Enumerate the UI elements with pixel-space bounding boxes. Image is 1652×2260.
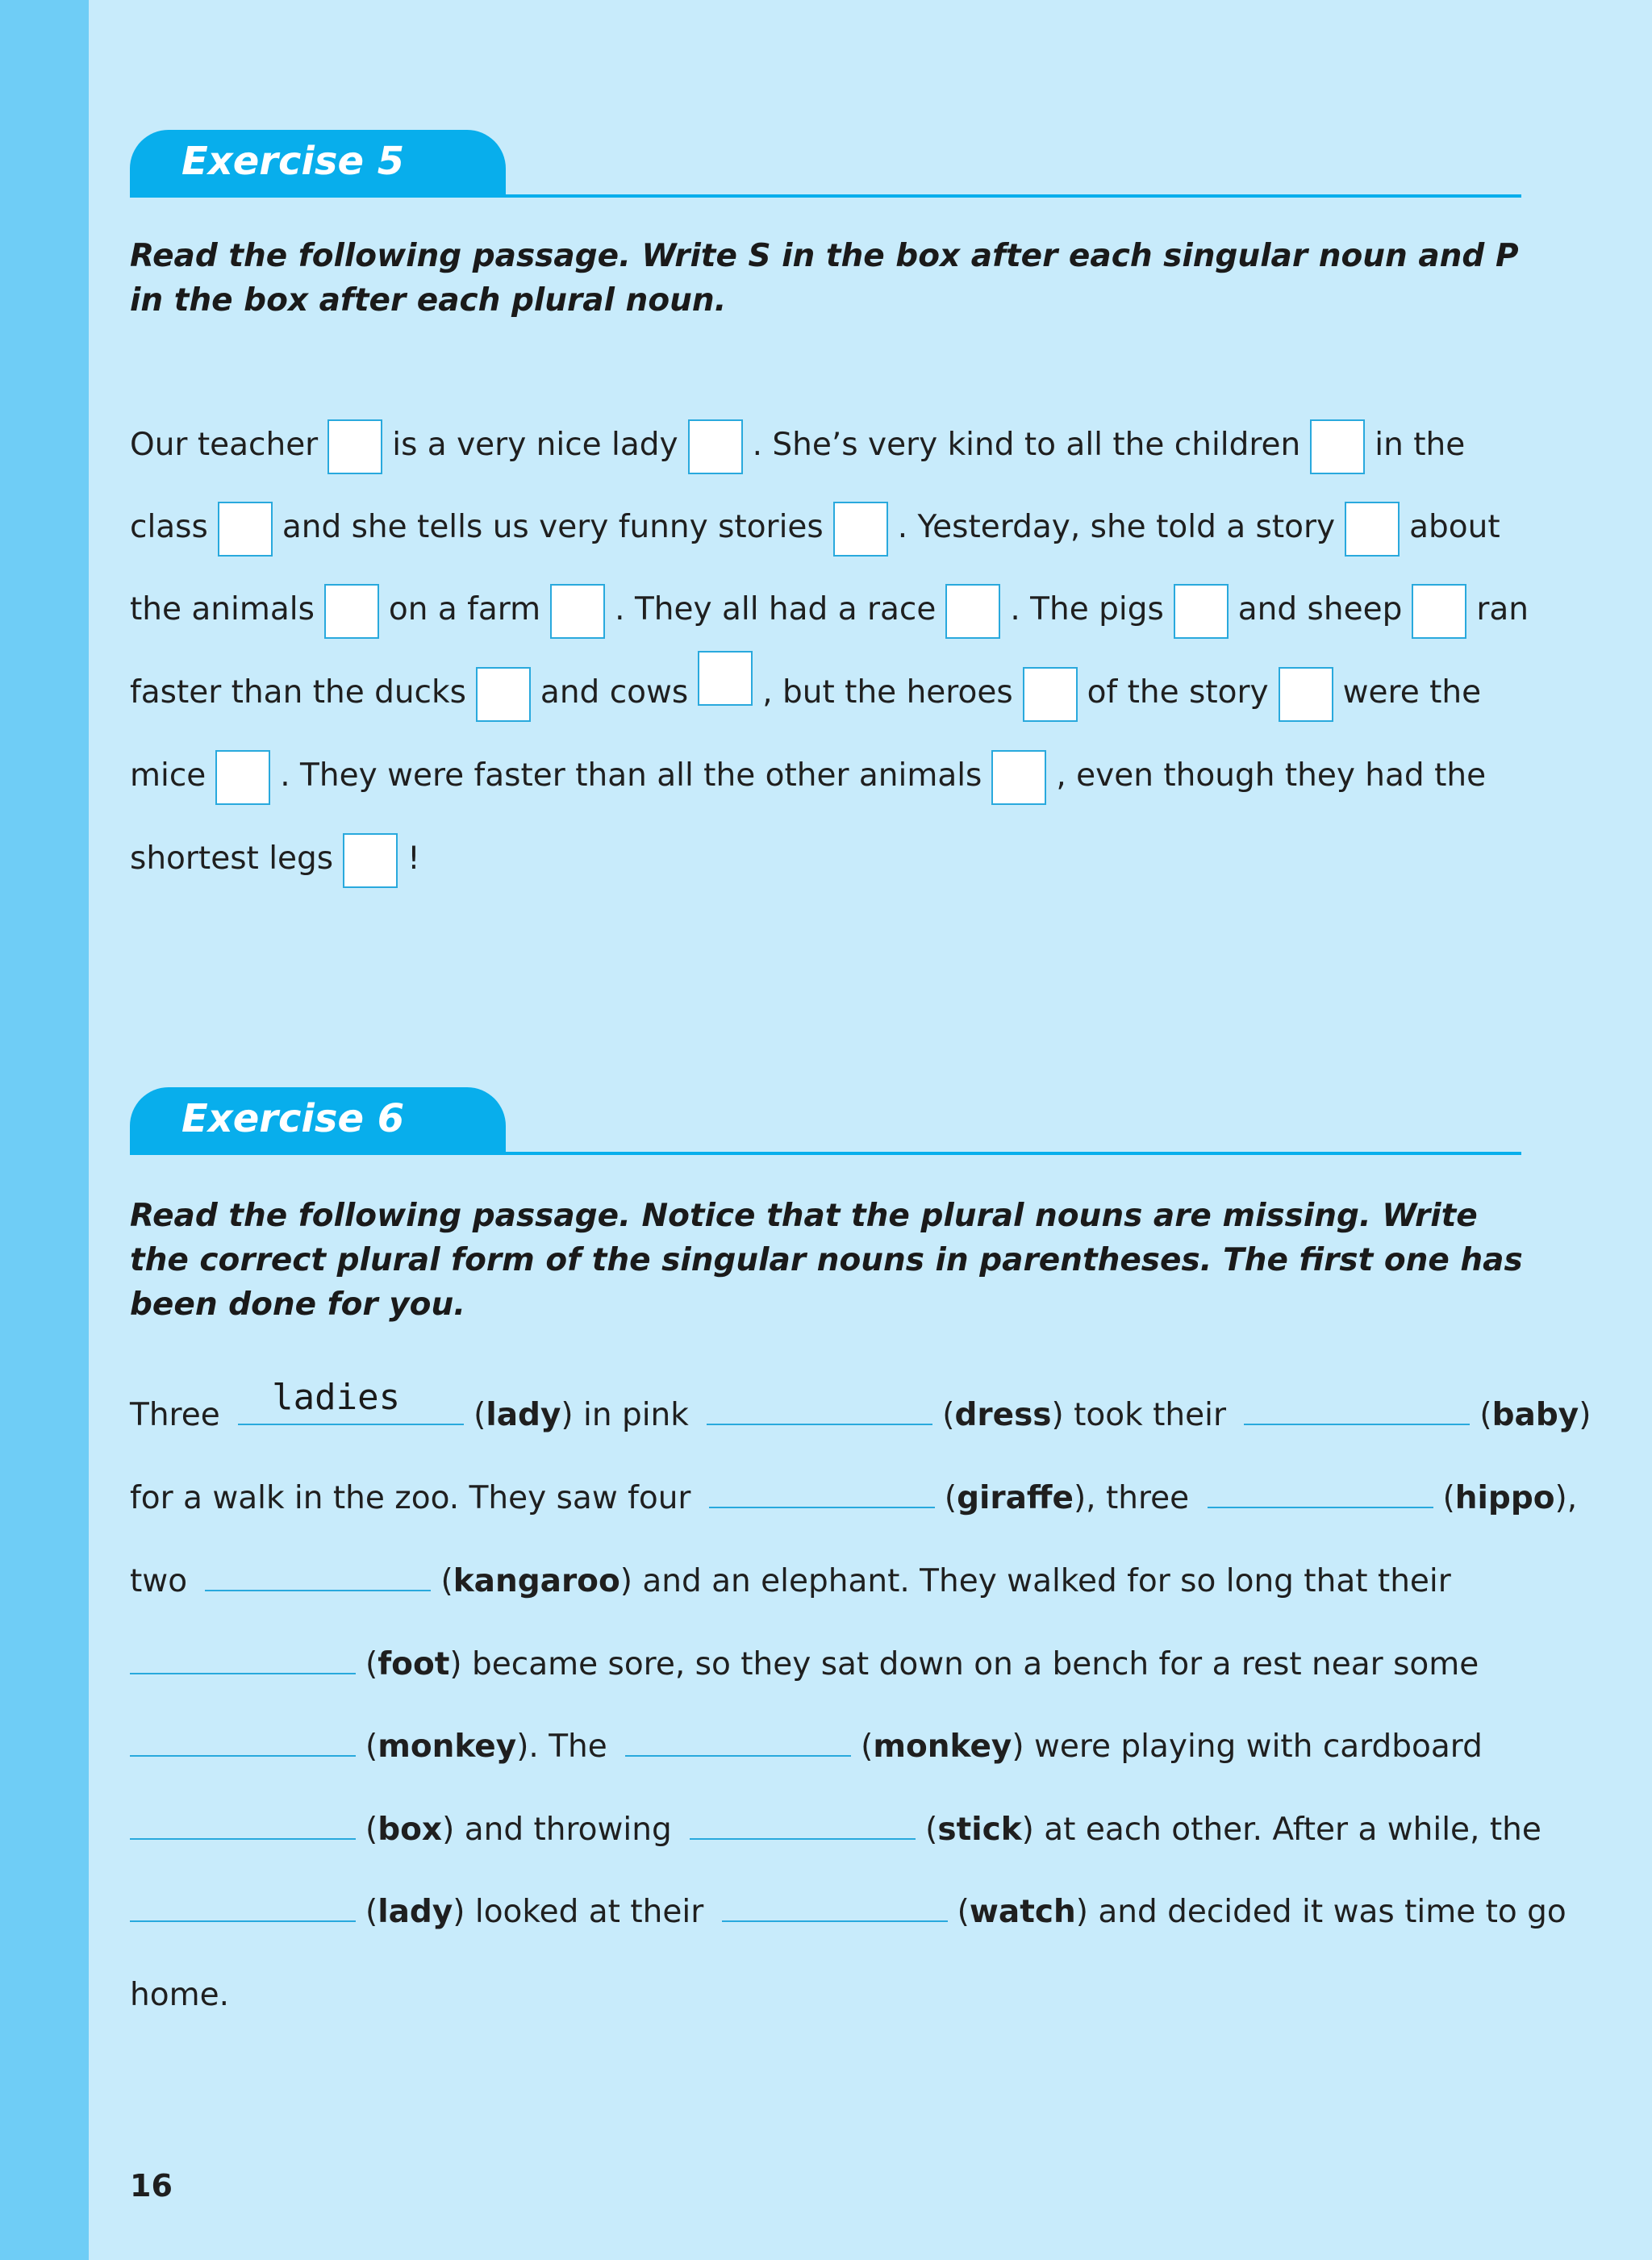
passage-text: on a farm — [388, 591, 541, 628]
passage-text: in the — [1375, 427, 1466, 463]
page-number: 16 — [130, 2168, 173, 2204]
passage-text: . She’s very kind to all the children — [752, 427, 1301, 463]
singular-noun: lady — [378, 1894, 453, 1930]
ex6-line-8 — [130, 1966, 229, 2024]
passage-text: ) in pink — [561, 1397, 689, 1433]
singular-noun: lady — [486, 1397, 561, 1433]
ex5-line-3 — [130, 581, 1529, 639]
passage-text: ). The — [516, 1728, 607, 1765]
passage-text: . They were faster than all the other animals — [280, 757, 982, 794]
passage-text: . The pigs — [1010, 591, 1164, 628]
singular-noun: box — [378, 1812, 443, 1848]
answer-blank[interactable] — [130, 1888, 356, 1922]
singular-noun: watch — [969, 1894, 1076, 1930]
answer-blank[interactable] — [707, 1391, 932, 1425]
passage-text: shortest legs — [130, 840, 334, 877]
passage-text: ) became sore, so they sat down on a bench for a rest near some — [449, 1646, 1479, 1682]
passage-text: and cows — [540, 674, 689, 711]
answer-blank[interactable] — [238, 1377, 464, 1425]
answer-blank[interactable] — [130, 1723, 356, 1757]
singular-noun: foot — [378, 1646, 450, 1682]
ex5-line-1 — [130, 416, 1465, 474]
passage-text: home. — [130, 1977, 229, 2013]
exercise-5-instruction: Read the following passage. Write S in the box after each singular noun and P in the box after each plural noun. — [130, 238, 1519, 319]
passage-text: is a very nice lady — [392, 427, 678, 463]
singular-noun: monkey — [378, 1728, 517, 1765]
passage-text: . Yesterday, she told a story — [897, 509, 1336, 545]
passage-text: ) were playing with cardboard — [1012, 1728, 1483, 1765]
answer-box[interactable] — [698, 651, 753, 706]
passage-text: faster than the ducks — [130, 674, 466, 711]
exercise-5-rule — [130, 194, 1521, 198]
passage-text: ) looked at their — [453, 1894, 704, 1930]
answer-blank[interactable] — [625, 1723, 851, 1757]
answer-box[interactable] — [324, 584, 379, 639]
passage-text: and she tells us very funny stories — [282, 509, 824, 545]
ex5-line-5 — [130, 747, 1486, 805]
answer-box[interactable] — [833, 502, 888, 557]
singular-noun: stick — [937, 1812, 1022, 1848]
singular-noun: dress — [954, 1397, 1052, 1433]
exercise-6-instruction: Read the following passage. Notice that the plural nouns are missing. Write the correct plural form of the singular nouns in parentheses. The first one has been done for you. — [130, 1198, 1523, 1323]
answer-box[interactable] — [1310, 419, 1365, 474]
ex6-line-3: two (kangaroo) and an elephant. They walked for so long that their — [130, 1553, 1451, 1611]
answer-box[interactable] — [1174, 584, 1229, 639]
left-color-strip — [0, 0, 89, 2260]
ex5-line-2 — [130, 498, 1500, 557]
answer-box[interactable] — [991, 750, 1046, 805]
answer-blank[interactable] — [1244, 1391, 1470, 1425]
answer-blank[interactable] — [130, 1641, 356, 1674]
singular-noun: monkey — [873, 1728, 1012, 1765]
passage-text: , but the heroes — [762, 674, 1013, 711]
ex6-line-7: (lady) looked at their (watch) and decided it was time to go — [130, 1883, 1566, 1941]
answer-box[interactable] — [343, 833, 398, 888]
passage-text: ), three — [1073, 1480, 1190, 1516]
passage-text: class — [130, 509, 208, 545]
ex5-line-6 — [130, 830, 420, 888]
answer-box[interactable] — [218, 502, 273, 557]
answer-box[interactable] — [1345, 502, 1400, 557]
passage-text: two — [130, 1563, 188, 1599]
passage-text: were the — [1342, 674, 1482, 711]
example-answer: ladies — [272, 1377, 401, 1418]
singular-noun: giraffe — [957, 1480, 1074, 1516]
passage-text: ) at each other. After a while, the — [1021, 1812, 1541, 1848]
answer-box[interactable] — [945, 584, 1000, 639]
ex6-line-1: Three ladies (lady) in pink (dress) took their (baby) — [130, 1386, 1591, 1445]
answer-blank[interactable] — [722, 1888, 948, 1922]
answer-blank[interactable] — [709, 1474, 935, 1508]
passage-text: and sheep — [1237, 591, 1403, 628]
singular-noun: kangaroo — [453, 1563, 620, 1599]
answer-box[interactable] — [1023, 667, 1078, 722]
passage-text: the animals — [130, 591, 315, 628]
answer-box[interactable] — [215, 750, 270, 805]
passage-text: ! — [407, 840, 420, 877]
exercise-5-title: Exercise 5 — [181, 139, 405, 184]
passage-text: ) and an elephant. They walked for so long that their — [620, 1563, 1451, 1599]
answer-box[interactable] — [688, 419, 743, 474]
passage-text: about — [1409, 509, 1500, 545]
passage-text: . They all had a race — [615, 591, 937, 628]
passage-text: ) and throwing — [442, 1812, 672, 1848]
answer-box[interactable] — [327, 419, 382, 474]
passage-text: ) and decided it was time to go — [1075, 1894, 1566, 1930]
passage-text: ran — [1476, 591, 1529, 628]
ex6-line-6: (box) and throwing (stick) at each other. After a while, the — [130, 1801, 1541, 1859]
ex5-line-4 — [130, 664, 1481, 722]
exercise-6-title: Exercise 6 — [181, 1096, 405, 1141]
ex6-line-2: for a walk in the zoo. They saw four (giraffe), three (hippo), — [130, 1470, 1577, 1528]
passage-text: ) — [1579, 1397, 1592, 1433]
passage-text: ), — [1554, 1480, 1578, 1516]
exercise-5-header — [130, 130, 1521, 198]
ex6-line-4: (foot) became sore, so they sat down on a bench for a rest near some — [130, 1636, 1479, 1694]
singular-noun: baby — [1491, 1397, 1579, 1433]
passage-text: for a walk in the zoo. They saw four — [130, 1480, 691, 1516]
answer-blank[interactable] — [690, 1806, 916, 1840]
answer-box[interactable] — [1279, 667, 1333, 722]
exercise-6-rule — [130, 1152, 1521, 1155]
ex6-line-5: (monkey). The (monkey) were playing with cardboard — [130, 1718, 1483, 1776]
passage-text: Three — [130, 1397, 220, 1433]
exercise-6-header — [130, 1087, 1521, 1155]
answer-box[interactable] — [550, 584, 605, 639]
answer-blank[interactable] — [130, 1806, 356, 1840]
answer-box[interactable] — [476, 667, 531, 722]
passage-text: Our teacher — [130, 427, 319, 463]
singular-noun: hippo — [1454, 1480, 1555, 1516]
answer-box[interactable] — [1412, 584, 1466, 639]
answer-blank[interactable] — [205, 1557, 431, 1591]
passage-text: of the story — [1087, 674, 1269, 711]
passage-text: , even though they had the — [1056, 757, 1487, 794]
passage-text: mice — [130, 757, 206, 794]
passage-text: ) took their — [1051, 1397, 1226, 1433]
answer-blank[interactable] — [1208, 1474, 1433, 1508]
